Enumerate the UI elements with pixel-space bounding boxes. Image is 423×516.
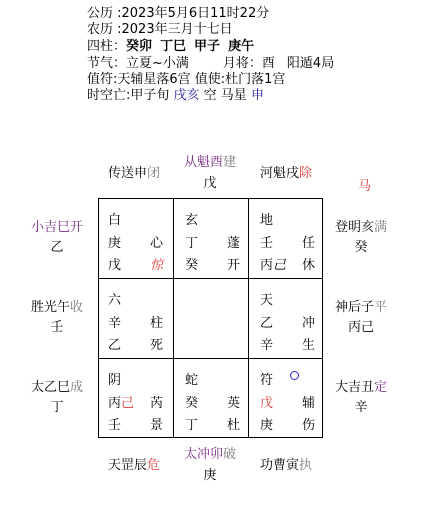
shikong-xun: 戌亥: [173, 88, 200, 103]
outer-right-top: [335, 220, 387, 256]
outer-stem: 丁: [50, 400, 64, 415]
nongli-line: 农历 :2023年三月十七日: [87, 22, 233, 37]
palace-door: 生: [302, 338, 316, 353]
palace-di-stem: 辛: [260, 338, 274, 353]
palace-star: 柱: [150, 316, 164, 331]
outer-stem: 癸: [354, 240, 368, 255]
year-pillar: 癸卯: [126, 39, 153, 54]
outer-name: 河魁戌: [260, 166, 300, 181]
palace-star: 辅: [302, 396, 316, 411]
shikong-ma: 申: [250, 88, 264, 103]
palace-mid-left: [99, 279, 174, 359]
palace-di-stem: 戊: [108, 258, 122, 273]
palace-tian-stem: 庚: [108, 236, 122, 251]
palace-tian-stem: 丁: [185, 236, 199, 251]
outer-term: 成: [70, 380, 84, 395]
outer-left-bot: [31, 380, 83, 416]
outer-top-right: [260, 166, 312, 182]
palace-bottom-center: [174, 359, 249, 439]
palace-god: 六: [108, 293, 122, 308]
outer-bot-right: [260, 458, 312, 474]
palace-door: 休: [302, 258, 316, 273]
outer-stem: 戊: [203, 176, 217, 191]
outer-left-top: [31, 220, 83, 256]
palace-di-stem: 庚: [260, 418, 274, 433]
palace-door: 杜: [227, 418, 241, 433]
outer-name: 从魁酉: [184, 155, 224, 170]
outer-name: 小吉巳: [31, 220, 71, 235]
hour-pillar: 庚午: [228, 39, 255, 54]
outer-name: 太冲卯: [184, 447, 224, 462]
month-pillar: 丁巳: [160, 39, 187, 54]
palace-di-stem: 壬: [108, 418, 122, 433]
jieqi-text: 节气：立夏~小满: [87, 56, 189, 71]
yuejiang-text: 月将：酉: [222, 56, 275, 71]
outer-name: 功曹寅: [260, 458, 300, 473]
outer-name: 登明亥: [335, 220, 375, 235]
palace-star: 英: [227, 396, 241, 411]
palace-tian-stem: [108, 392, 134, 411]
palace-top-right: [249, 199, 324, 279]
palace-tian-stem: 戊: [260, 396, 274, 411]
nine-palace-grid: [98, 198, 323, 438]
palace-center: [174, 279, 249, 359]
palace-tian-stem: 辛: [108, 316, 122, 331]
outer-term: 满: [374, 220, 388, 235]
zhifu-line: 值符:天辅星落6宫 值使:杜门落1宫: [87, 72, 286, 87]
palace-bottom-left: [99, 359, 174, 439]
outer-stem: 丙己: [348, 320, 375, 335]
palace-door: 景: [150, 418, 164, 433]
outer-name: 太乙巳: [31, 380, 71, 395]
outer-term: 开: [70, 220, 84, 235]
stem-a: 丙: [108, 396, 122, 411]
outer-term: 危: [147, 458, 161, 473]
outer-bot-left: [108, 458, 160, 474]
shikong-prefix: 时空亡:甲子旬: [87, 88, 174, 103]
palace-door: 伤: [302, 418, 316, 433]
sizhu-line: [87, 39, 262, 55]
palace-god: 天: [260, 293, 274, 308]
outer-stem: 乙: [50, 240, 64, 255]
palace-di-stem: 乙: [108, 338, 122, 353]
shikong-mid: 空 马星: [199, 88, 251, 103]
palace-god: 白: [108, 213, 122, 228]
outer-term: 除: [299, 166, 313, 181]
palace-top-center: [174, 199, 249, 279]
outer-bot-center: [184, 447, 236, 484]
outer-name: 胜光午: [31, 300, 71, 315]
palace-god: 阴: [108, 373, 122, 388]
palace-star: 心: [150, 236, 164, 251]
outer-term: 执: [299, 458, 313, 473]
stem-b: 己: [121, 396, 135, 411]
palace-door: 开: [227, 258, 241, 273]
palace-top-left: [99, 199, 174, 279]
palace-god: 地: [260, 213, 274, 228]
palace-di-stem: 丁: [185, 418, 199, 433]
outer-right-mid: [335, 300, 387, 336]
outer-name: 传送申: [108, 166, 148, 181]
palace-tian-stem: 癸: [185, 396, 199, 411]
outer-stem: 壬: [50, 320, 64, 335]
outer-left-mid: [31, 300, 83, 336]
outer-name: 天罡辰: [108, 458, 148, 473]
jieqi-line: [87, 56, 334, 72]
palace-tian-stem: 乙: [260, 316, 274, 331]
stem-b: 己: [273, 258, 287, 273]
palace-tian-stem: 壬: [260, 236, 274, 251]
palace-god: 蛇: [185, 373, 199, 388]
palace-star: 芮: [150, 396, 164, 411]
circle-marker-icon: [290, 371, 299, 380]
palace-star: 冲: [302, 316, 316, 331]
palace-mid-right: [249, 279, 324, 359]
ju-text: 阳遁4局: [286, 56, 335, 71]
gongli-line: 公历 :2023年5月6日11时22分: [87, 6, 270, 21]
outer-term: 闭: [147, 166, 161, 181]
sizhu-label: 四柱：: [87, 39, 127, 54]
day-pillar: 甲子: [194, 39, 221, 54]
outer-term: 收: [70, 300, 84, 315]
palace-star: 蓬: [227, 236, 241, 251]
outer-stem: 庚: [203, 468, 217, 483]
ma-marker: 马: [358, 179, 372, 194]
palace-di-stem: [260, 254, 286, 273]
palace-di-stem: 癸: [185, 258, 199, 273]
outer-name: 神后子: [335, 300, 375, 315]
palace-door: 死: [150, 338, 164, 353]
palace-star: 任: [302, 236, 316, 251]
outer-term: 定: [374, 380, 388, 395]
palace-door: 惊: [150, 258, 164, 273]
outer-top-left: [108, 166, 160, 182]
shikong-line: [87, 88, 264, 104]
outer-top-center: [184, 155, 236, 192]
outer-term: 建: [223, 155, 237, 170]
outer-stem: 辛: [354, 400, 368, 415]
palace-god: 玄: [185, 213, 199, 228]
outer-right-bot: [335, 380, 387, 416]
outer-term: 平: [374, 300, 388, 315]
stem-a: 丙: [260, 258, 274, 273]
outer-term: 破: [223, 447, 237, 462]
palace-god: 符: [260, 373, 274, 388]
palace-bottom-right: [249, 359, 324, 439]
outer-name: 大吉丑: [335, 380, 375, 395]
